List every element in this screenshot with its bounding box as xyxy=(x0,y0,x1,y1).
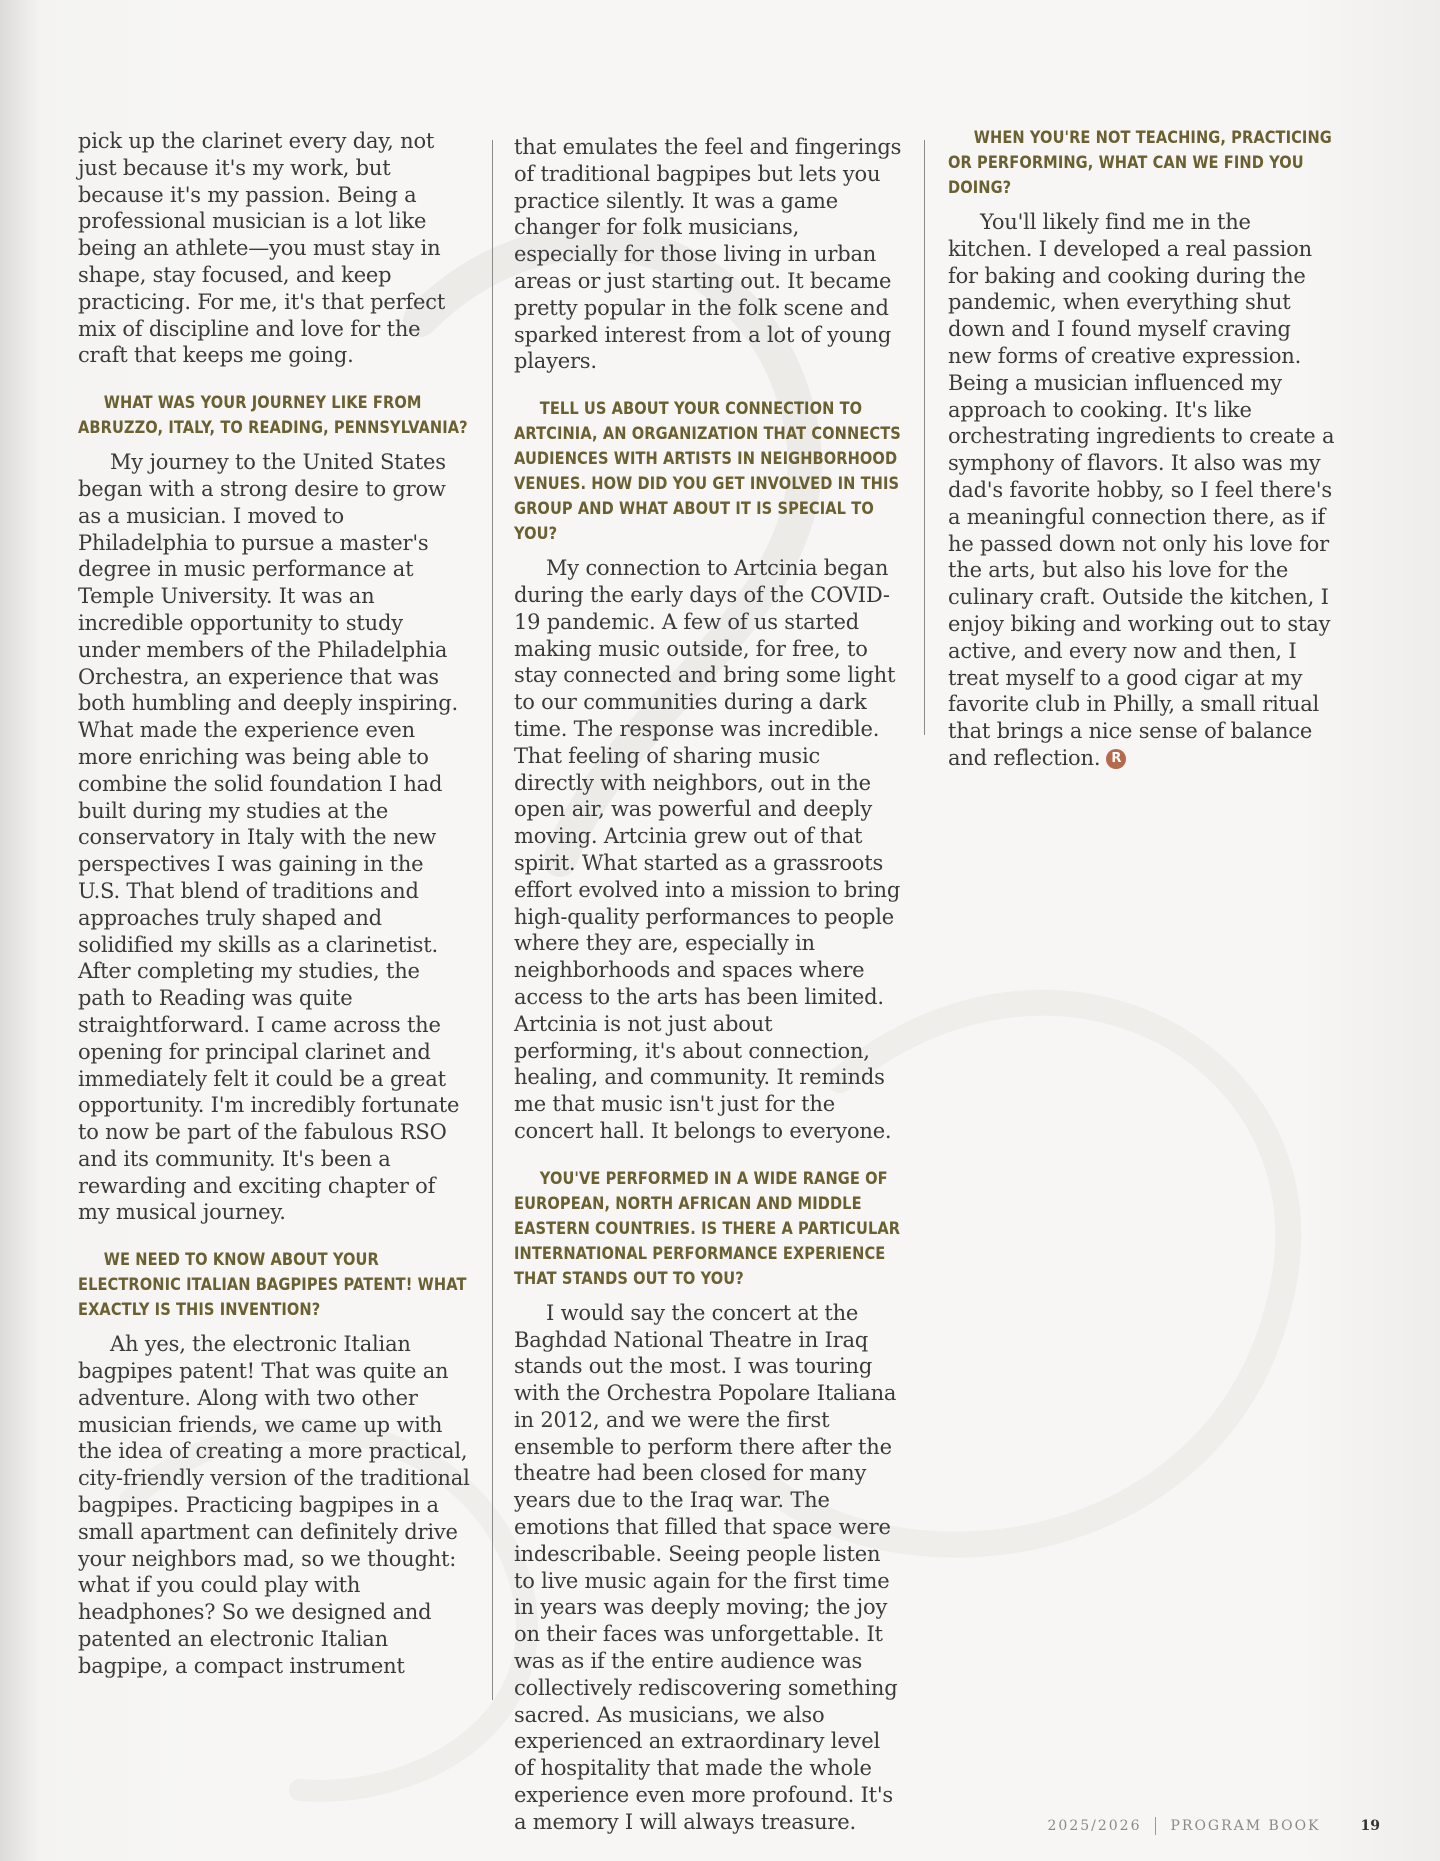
continuation-paragraph: that emulates the feel and fingerings of traditional bagpipes but lets you practice silently. It was a game changer for folk musicians, especially for those living in urban areas or just starting out. It became pretty popular in the folk scene and sparked interest from a lot of young players. xyxy=(514,135,902,374)
page-number: 19 xyxy=(1360,1818,1380,1834)
answer-hobbies xyxy=(948,209,1336,772)
article-column-3 xyxy=(948,126,1336,794)
column-divider-right xyxy=(924,140,925,735)
question-heading-bagpipes: WE NEED TO KNOW ABOUT YOUR ELECTRONIC ITALIAN BAGPIPES PATENT! WHAT EXACTLY IS THIS INVENTION? xyxy=(78,1250,467,1321)
footer-season: 2025/2026 xyxy=(1047,1818,1142,1834)
answer-bagpipes: Ah yes, the electronic Italian bagpipes patent! That was quite an adventure. Along with two other musician friends, we came up with the idea of creating a more practical, city-friendly version of the traditional bagpipes. Practicing bagpipes in a small apartment can definitely drive your neighbors mad, so we thought: what if you could play with headphones? So we designed and patented an electronic Italian bagpipe, a compact instrument xyxy=(78,1332,470,1678)
end-of-article-icon: R xyxy=(1106,749,1126,769)
column-divider-left xyxy=(492,140,493,1700)
footer-publication: PROGRAM BOOK xyxy=(1170,1818,1321,1834)
answer-hobbies-text: You'll likely find me in the kitchen. I developed a real passion for baking and cooking during the pandemic, when everything shut down and I found myself craving new forms of creative expression. Being a musician influenced my approach to cooking. It's like orchestrating ingredients to create a symphony of flavors. It also was my dad's favorite hobby, so I feel there's a meaningful connection there, as if he passed down not only his love for the arts, but also his love for the culinary craft. Outside the kitchen, I enjoy biking and working out to stay active, and every now and then, I treat myself to a good cigar at my favorite club in Philly, a small ritual that brings a nice sense of balance and reflection. xyxy=(948,210,1335,770)
opening-paragraph: pick up the clarinet every day, not just because it's my work, but because it's my passion. Being a professional musician is a lot like being an athlete—you must stay in shape, stay focused, and keep practicing. For me, it's that perfect mix of discipline and love for the craft that keeps me going. xyxy=(78,129,446,368)
question-heading-artcinia: TELL US ABOUT YOUR CONNECTION TO ARTCINIA, AN ORGANIZATION THAT CONNECTS AUDIENCES WITH ARTISTS IN NEIGHBORHOOD VENUES. HOW DID YOU GET INVOLVED IN THIS GROUP AND WHAT ABOUT IT IS SPECIAL TO YOU? xyxy=(514,399,901,545)
question-heading-journey: WHAT WAS YOUR JOURNEY LIKE FROM ABRUZZO, ITALY, TO READING, PENNSYLVANIA? xyxy=(78,393,468,439)
question-heading-hobbies: WHEN YOU'RE NOT TEACHING, PRACTICING OR PERFORMING, WHAT CAN WE FIND YOU DOING? xyxy=(948,128,1332,198)
answer-international: I would say the concert at the Baghdad National Theatre in Iraq stands out the most. I was touring with the Orchestra Popolare Italiana in 2012, and we were the first ensemble to perform there after the theatre had been closed for many years due to the Iraq war. The emotions that filled that space were indescribable. Seeing people listen to live music again for the first time in years was deeply moving; the joy on their faces was unforgettable. It was as if the entire audience was collectively rediscovering something sacred. As musicians, we also experienced an extraordinary level of hospitality that made the whole experience even more profound. It's a memory I will always treasure. xyxy=(514,1300,898,1834)
answer-artcinia: My connection to Artcinia began during the early days of the COVID-19 pandemic. A few of us started making music outside, for free, to stay connected and bring some light to our communities during a dark time. The response was incredible. That feeling of sharing music directly with neighbors, out in the open air, was powerful and deeply moving. Artcinia grew out of that spirit. What started as a grassroots effort evolved into a mission to bring high-quality performances to people where they are, especially in neighborhoods and spaces where access to the arts has been limited. Artcinia is not just about performing, it's about connection, healing, and community. It reminds me that music isn't just for the concert hall. It belongs to everyone. xyxy=(514,556,901,1143)
footer-separator xyxy=(1155,1817,1156,1835)
answer-journey: My journey to the United States began with a strong desire to grow as a musician. I moved to Philadelphia to pursue a master's degree in music performance at Temple University. It was an incredible opportunity to study under members of the Philadelphia Orchestra, an experience that was both humbling and deeply inspiring. What made the experience even more enriching was being able to combine the solid foundation I had built during my studies at the conservatory in Italy with the new perspectives I was gaining in the U.S. That blend of traditions and approaches truly shaped and solidified my skills as a clarinetist. After completing my studies, the path to Reading was quite straightforward. I came across the opening for principal clarinet and immediately felt it could be a great opportunity. I'm incredibly fortunate to now be part of the fabulous RSO and its community. It's been a rewarding and exciting chapter of my musical journey. xyxy=(78,450,460,1225)
article-column-1 xyxy=(78,128,470,1702)
question-heading-international: YOU'VE PERFORMED IN A WIDE RANGE OF EUROPEAN, NORTH AFRICAN AND MIDDLE EASTERN COUNTRIES. IS THERE A PARTICULAR INTERNATIONAL PERFORMANCE EXPERIENCE THAT STANDS OUT TO YOU? xyxy=(514,1168,901,1289)
article-column-2 xyxy=(514,134,902,1858)
page-footer xyxy=(1000,1816,1380,1836)
